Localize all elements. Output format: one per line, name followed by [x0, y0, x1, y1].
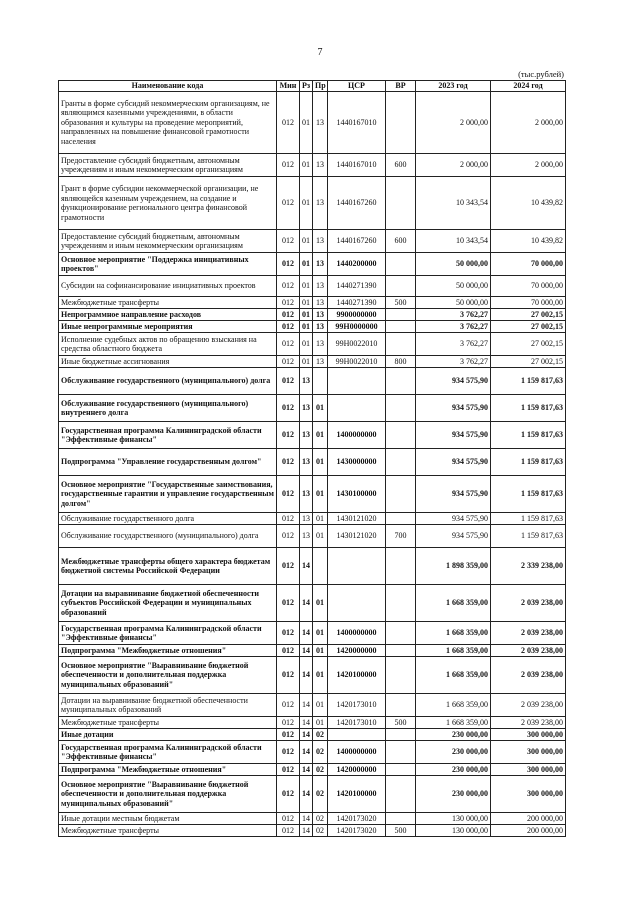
cell-2024: 2 339 238,00 — [491, 548, 566, 585]
cell-pr: 01 — [313, 622, 328, 645]
table-row — [59, 276, 566, 297]
cell-pr: 13 — [313, 297, 328, 309]
cell-2023: 230 000,00 — [416, 764, 491, 776]
budget-table — [58, 80, 566, 837]
table-row — [59, 548, 566, 585]
cell-2023: 10 343,54 — [416, 177, 491, 230]
cell-name: Основное мероприятие "Государственные заимствования, государственные гарантии и управление государственным долгом" — [59, 476, 277, 513]
cell-min: 012 — [277, 717, 300, 729]
cell-2024: 27 002,15 — [491, 321, 566, 333]
cell-2024: 27 002,15 — [491, 333, 566, 356]
cell-name: Дотации на выравнивание бюджетной обеспеченности муниципальных образований — [59, 694, 277, 717]
cell-2024: 2 000,00 — [491, 154, 566, 177]
cell-2023: 3 762,27 — [416, 309, 491, 321]
cell-vr — [386, 449, 416, 476]
cell-vr — [386, 764, 416, 776]
cell-2023: 934 575,90 — [416, 395, 491, 422]
cell-rz: 14 — [300, 645, 313, 657]
cell-name: Гранты в форме субсидий некоммерческим организациям, не являющимся казенными учреждениями, в области образования и культуры на проведение мероприятий, направленных на повышение финансовой грамотности населения — [59, 92, 277, 154]
cell-vr — [386, 333, 416, 356]
cell-name: Обслуживание государственного (муниципального) долга — [59, 525, 277, 548]
cell-rz: 14 — [300, 825, 313, 837]
cell-2023: 1 668 359,00 — [416, 585, 491, 622]
cell-2023: 230 000,00 — [416, 776, 491, 813]
cell-rz: 14 — [300, 585, 313, 622]
cell-name: Предоставление субсидий бюджетным, автономным учреждениям и иным некоммерческим организациям — [59, 154, 277, 177]
cell-pr: 01 — [313, 694, 328, 717]
cell-2024: 300 000,00 — [491, 776, 566, 813]
cell-2023: 50 000,00 — [416, 297, 491, 309]
cell-name: Иные дотации — [59, 729, 277, 741]
cell-min: 012 — [277, 321, 300, 333]
cell-rz: 01 — [300, 253, 313, 276]
cell-min: 012 — [277, 356, 300, 368]
cell-rz: 14 — [300, 776, 313, 813]
cell-2023: 10 343,54 — [416, 230, 491, 253]
cell-rz: 13 — [300, 368, 313, 395]
col-header-2024: 2024 год — [491, 81, 566, 92]
cell-2023: 3 762,27 — [416, 356, 491, 368]
cell-rz: 01 — [300, 276, 313, 297]
cell-pr: 01 — [313, 657, 328, 694]
cell-2024: 2 039 238,00 — [491, 585, 566, 622]
cell-csr: 1400000000 — [328, 741, 386, 764]
cell-min: 012 — [277, 764, 300, 776]
cell-vr — [386, 776, 416, 813]
cell-csr — [328, 729, 386, 741]
cell-csr: 1440200000 — [328, 253, 386, 276]
cell-pr: 02 — [313, 729, 328, 741]
cell-min: 012 — [277, 422, 300, 449]
cell-rz: 01 — [300, 154, 313, 177]
page-number: 7 — [317, 47, 323, 58]
cell-min: 012 — [277, 333, 300, 356]
table-row — [59, 422, 566, 449]
cell-csr: 1420173020 — [328, 813, 386, 825]
cell-pr: 13 — [313, 92, 328, 154]
cell-vr: 800 — [386, 356, 416, 368]
cell-pr: 13 — [313, 177, 328, 230]
col-header-pr: Пр — [313, 81, 328, 92]
table-row — [59, 825, 566, 837]
cell-2023: 230 000,00 — [416, 729, 491, 741]
cell-rz: 14 — [300, 741, 313, 764]
cell-rz: 14 — [300, 622, 313, 645]
cell-rz: 01 — [300, 321, 313, 333]
cell-name: Обслуживание государственного долга — [59, 513, 277, 525]
cell-csr: 1430000000 — [328, 449, 386, 476]
cell-rz: 01 — [300, 92, 313, 154]
cell-2024: 200 000,00 — [491, 813, 566, 825]
cell-pr: 01 — [313, 513, 328, 525]
cell-pr: 13 — [313, 253, 328, 276]
cell-rz: 14 — [300, 764, 313, 776]
cell-min: 012 — [277, 154, 300, 177]
cell-2024: 300 000,00 — [491, 741, 566, 764]
cell-name: Подпрограмма "Межбюджетные отношения" — [59, 764, 277, 776]
table-row — [59, 741, 566, 764]
cell-pr: 01 — [313, 476, 328, 513]
cell-csr: 1430121020 — [328, 513, 386, 525]
cell-min: 012 — [277, 253, 300, 276]
cell-name: Иные дотации местным бюджетам — [59, 813, 277, 825]
cell-csr: 1420173020 — [328, 825, 386, 837]
table-row — [59, 395, 566, 422]
cell-2024: 2 000,00 — [491, 92, 566, 154]
cell-name: Иные бюджетные ассигнования — [59, 356, 277, 368]
cell-csr: 1420173010 — [328, 717, 386, 729]
cell-2024: 300 000,00 — [491, 764, 566, 776]
cell-min: 012 — [277, 525, 300, 548]
cell-2023: 3 762,27 — [416, 333, 491, 356]
cell-2024: 2 039 238,00 — [491, 622, 566, 645]
cell-vr: 600 — [386, 154, 416, 177]
cell-2023: 3 762,27 — [416, 321, 491, 333]
cell-vr — [386, 476, 416, 513]
cell-2023: 1 668 359,00 — [416, 717, 491, 729]
table-row — [59, 585, 566, 622]
cell-pr: 01 — [313, 525, 328, 548]
cell-2023: 230 000,00 — [416, 741, 491, 764]
cell-2023: 934 575,90 — [416, 422, 491, 449]
cell-name: Дотации на выравнивание бюджетной обеспеченности субъектов Российской Федерации и муниципальных образований — [59, 585, 277, 622]
cell-name: Основное мероприятие "Выравнивание бюджетной обеспеченности и дополнительная поддержка муниципальных образований" — [59, 657, 277, 694]
cell-min: 012 — [277, 297, 300, 309]
cell-2024: 1 159 817,63 — [491, 395, 566, 422]
cell-2023: 1 668 359,00 — [416, 657, 491, 694]
cell-name: Межбюджетные трансферты — [59, 297, 277, 309]
cell-min: 012 — [277, 368, 300, 395]
table-row — [59, 253, 566, 276]
table-row — [59, 645, 566, 657]
cell-name: Предоставление субсидий бюджетным, автономным учреждениям и иным некоммерческим организациям — [59, 230, 277, 253]
cell-csr: 99Н0022010 — [328, 333, 386, 356]
col-header-csr: ЦСР — [328, 81, 386, 92]
cell-rz: 13 — [300, 476, 313, 513]
col-header-2023: 2023 год — [416, 81, 491, 92]
cell-2023: 2 000,00 — [416, 154, 491, 177]
cell-rz: 01 — [300, 356, 313, 368]
cell-vr — [386, 395, 416, 422]
table-row — [59, 356, 566, 368]
cell-csr: 9900000000 — [328, 309, 386, 321]
table-row — [59, 368, 566, 395]
col-header-name: Наименование кода — [59, 81, 277, 92]
cell-name: Межбюджетные трансферты — [59, 825, 277, 837]
cell-min: 012 — [277, 694, 300, 717]
table-row — [59, 92, 566, 154]
col-header-rz: Рз — [300, 81, 313, 92]
table-row — [59, 813, 566, 825]
cell-pr: 02 — [313, 741, 328, 764]
cell-2023: 934 575,90 — [416, 513, 491, 525]
cell-vr — [386, 276, 416, 297]
cell-pr: 01 — [313, 645, 328, 657]
cell-2024: 300 000,00 — [491, 729, 566, 741]
cell-csr: 99Н0000000 — [328, 321, 386, 333]
cell-pr: 13 — [313, 309, 328, 321]
cell-csr: 1440271390 — [328, 297, 386, 309]
cell-vr — [386, 309, 416, 321]
cell-2024: 2 039 238,00 — [491, 657, 566, 694]
cell-2024: 1 159 817,63 — [491, 525, 566, 548]
cell-vr — [386, 368, 416, 395]
cell-csr: 1420100000 — [328, 776, 386, 813]
cell-rz: 14 — [300, 729, 313, 741]
cell-2024: 10 439,82 — [491, 177, 566, 230]
cell-min: 012 — [277, 449, 300, 476]
cell-csr: 1440167010 — [328, 92, 386, 154]
cell-rz: 14 — [300, 657, 313, 694]
cell-2023: 130 000,00 — [416, 825, 491, 837]
cell-pr: 01 — [313, 422, 328, 449]
table-row — [59, 764, 566, 776]
cell-pr: 01 — [313, 585, 328, 622]
cell-2024: 2 039 238,00 — [491, 717, 566, 729]
cell-min: 012 — [277, 548, 300, 585]
cell-2024: 1 159 817,63 — [491, 368, 566, 395]
cell-csr: 1430100000 — [328, 476, 386, 513]
cell-pr: 13 — [313, 230, 328, 253]
cell-rz: 13 — [300, 525, 313, 548]
table-row — [59, 694, 566, 717]
cell-csr: 99Н0022010 — [328, 356, 386, 368]
cell-csr: 1420000000 — [328, 645, 386, 657]
cell-vr — [386, 657, 416, 694]
cell-vr — [386, 321, 416, 333]
cell-vr — [386, 253, 416, 276]
cell-csr — [328, 395, 386, 422]
table-row — [59, 177, 566, 230]
cell-pr: 01 — [313, 717, 328, 729]
cell-2024: 70 000,00 — [491, 276, 566, 297]
cell-rz: 13 — [300, 422, 313, 449]
cell-rz: 01 — [300, 177, 313, 230]
cell-vr — [386, 813, 416, 825]
cell-vr: 600 — [386, 230, 416, 253]
cell-min: 012 — [277, 657, 300, 694]
cell-2024: 27 002,15 — [491, 356, 566, 368]
cell-name: Субсидии на софинансирование инициативных проектов — [59, 276, 277, 297]
units-label: (тыс.рублей) — [518, 69, 564, 79]
col-header-vr: ВР — [386, 81, 416, 92]
cell-rz: 14 — [300, 717, 313, 729]
cell-pr: 01 — [313, 395, 328, 422]
cell-csr — [328, 548, 386, 585]
cell-2024: 200 000,00 — [491, 825, 566, 837]
cell-csr: 1400000000 — [328, 622, 386, 645]
cell-pr: 13 — [313, 333, 328, 356]
cell-2023: 130 000,00 — [416, 813, 491, 825]
cell-vr — [386, 729, 416, 741]
cell-2024: 10 439,82 — [491, 230, 566, 253]
cell-2023: 1 668 359,00 — [416, 694, 491, 717]
cell-vr — [386, 92, 416, 154]
cell-pr: 13 — [313, 321, 328, 333]
cell-name: Государственная программа Калининградской области "Эффективные финансы" — [59, 622, 277, 645]
cell-pr: 01 — [313, 449, 328, 476]
table-row — [59, 476, 566, 513]
cell-csr: 1440167010 — [328, 154, 386, 177]
cell-csr: 1420173010 — [328, 694, 386, 717]
cell-pr — [313, 548, 328, 585]
cell-vr — [386, 548, 416, 585]
cell-min: 012 — [277, 309, 300, 321]
cell-2023: 934 575,90 — [416, 368, 491, 395]
cell-rz: 14 — [300, 694, 313, 717]
cell-csr: 1440271390 — [328, 276, 386, 297]
cell-2024: 27 002,15 — [491, 309, 566, 321]
cell-2023: 934 575,90 — [416, 476, 491, 513]
cell-vr — [386, 585, 416, 622]
cell-min: 012 — [277, 776, 300, 813]
cell-name: Межбюджетные трансферты — [59, 717, 277, 729]
cell-name: Иные непрограммные мероприятия — [59, 321, 277, 333]
table-row — [59, 622, 566, 645]
table-row — [59, 309, 566, 321]
cell-vr — [386, 177, 416, 230]
cell-2023: 1 898 359,00 — [416, 548, 491, 585]
cell-min: 012 — [277, 177, 300, 230]
cell-2023: 50 000,00 — [416, 276, 491, 297]
cell-min: 012 — [277, 476, 300, 513]
table-row — [59, 513, 566, 525]
cell-2024: 70 000,00 — [491, 297, 566, 309]
cell-pr — [313, 368, 328, 395]
cell-vr: 500 — [386, 825, 416, 837]
cell-rz: 13 — [300, 395, 313, 422]
cell-pr: 13 — [313, 276, 328, 297]
cell-min: 012 — [277, 825, 300, 837]
cell-min: 012 — [277, 230, 300, 253]
table-row — [59, 525, 566, 548]
cell-vr — [386, 622, 416, 645]
cell-csr: 1440167260 — [328, 230, 386, 253]
cell-name: Обслуживание государственного (муниципального) долга — [59, 368, 277, 395]
cell-2023: 934 575,90 — [416, 449, 491, 476]
cell-name: Исполнение судебных актов по обращению взыскания на средства областного бюджета — [59, 333, 277, 356]
table-row — [59, 657, 566, 694]
cell-min: 012 — [277, 645, 300, 657]
cell-2023: 934 575,90 — [416, 525, 491, 548]
table-body — [59, 92, 566, 837]
table-row — [59, 297, 566, 309]
table-row — [59, 154, 566, 177]
cell-csr — [328, 585, 386, 622]
table-row — [59, 333, 566, 356]
cell-rz: 14 — [300, 813, 313, 825]
cell-rz: 01 — [300, 333, 313, 356]
cell-name: Обслуживание государственного (муниципального) внутреннего долга — [59, 395, 277, 422]
cell-name: Грант в форме субсидии некоммерческой организации, не являющейся казенным учреждением, на создание и функционирование регионального центра финансовой грамотности — [59, 177, 277, 230]
table-row — [59, 449, 566, 476]
cell-pr: 02 — [313, 764, 328, 776]
cell-min: 012 — [277, 622, 300, 645]
table-row — [59, 321, 566, 333]
cell-pr: 13 — [313, 356, 328, 368]
cell-2024: 1 159 817,63 — [491, 422, 566, 449]
table-row — [59, 717, 566, 729]
cell-rz: 14 — [300, 548, 313, 585]
cell-2023: 1 668 359,00 — [416, 645, 491, 657]
cell-vr — [386, 513, 416, 525]
cell-name: Государственная программа Калининградской области "Эффективные финансы" — [59, 741, 277, 764]
cell-name: Подпрограмма "Управление государственным долгом" — [59, 449, 277, 476]
cell-csr: 1420000000 — [328, 764, 386, 776]
cell-pr: 02 — [313, 776, 328, 813]
cell-rz: 13 — [300, 449, 313, 476]
cell-csr — [328, 368, 386, 395]
cell-min: 012 — [277, 813, 300, 825]
table-row — [59, 776, 566, 813]
cell-min: 012 — [277, 92, 300, 154]
table-row — [59, 230, 566, 253]
cell-csr: 1420100000 — [328, 657, 386, 694]
cell-min: 012 — [277, 395, 300, 422]
cell-vr: 500 — [386, 717, 416, 729]
cell-2023: 50 000,00 — [416, 253, 491, 276]
cell-csr: 1440167260 — [328, 177, 386, 230]
cell-2024: 2 039 238,00 — [491, 694, 566, 717]
cell-name: Основное мероприятие "Выравнивание бюджетной обеспеченности и дополнительная поддержка муниципальных образований" — [59, 776, 277, 813]
cell-vr — [386, 645, 416, 657]
cell-min: 012 — [277, 741, 300, 764]
cell-vr — [386, 694, 416, 717]
cell-min: 012 — [277, 276, 300, 297]
cell-csr: 1430121020 — [328, 525, 386, 548]
cell-2023: 2 000,00 — [416, 92, 491, 154]
cell-pr: 13 — [313, 154, 328, 177]
cell-pr: 02 — [313, 825, 328, 837]
table-header-row — [59, 81, 566, 92]
cell-rz: 01 — [300, 309, 313, 321]
cell-2024: 1 159 817,63 — [491, 449, 566, 476]
cell-rz: 01 — [300, 230, 313, 253]
cell-name: Подпрограмма "Межбюджетные отношения" — [59, 645, 277, 657]
cell-min: 012 — [277, 513, 300, 525]
cell-vr — [386, 741, 416, 764]
cell-name: Непрограммное направление расходов — [59, 309, 277, 321]
cell-rz: 13 — [300, 513, 313, 525]
cell-2023: 1 668 359,00 — [416, 622, 491, 645]
cell-name: Основное мероприятие "Поддержка инициативных проектов" — [59, 253, 277, 276]
cell-pr: 02 — [313, 813, 328, 825]
cell-vr — [386, 422, 416, 449]
col-header-min: Мин — [277, 81, 300, 92]
cell-rz: 01 — [300, 297, 313, 309]
table-row — [59, 729, 566, 741]
cell-name: Государственная программа Калининградской области "Эффективные финансы" — [59, 422, 277, 449]
cell-vr: 700 — [386, 525, 416, 548]
cell-vr: 500 — [386, 297, 416, 309]
cell-2024: 1 159 817,63 — [491, 476, 566, 513]
cell-name: Межбюджетные трансферты общего характера бюджетам бюджетной системы Российской Федерации — [59, 548, 277, 585]
cell-2024: 2 039 238,00 — [491, 645, 566, 657]
cell-csr: 1400000000 — [328, 422, 386, 449]
cell-min: 012 — [277, 729, 300, 741]
cell-2024: 70 000,00 — [491, 253, 566, 276]
cell-2024: 1 159 817,63 — [491, 513, 566, 525]
cell-min: 012 — [277, 585, 300, 622]
